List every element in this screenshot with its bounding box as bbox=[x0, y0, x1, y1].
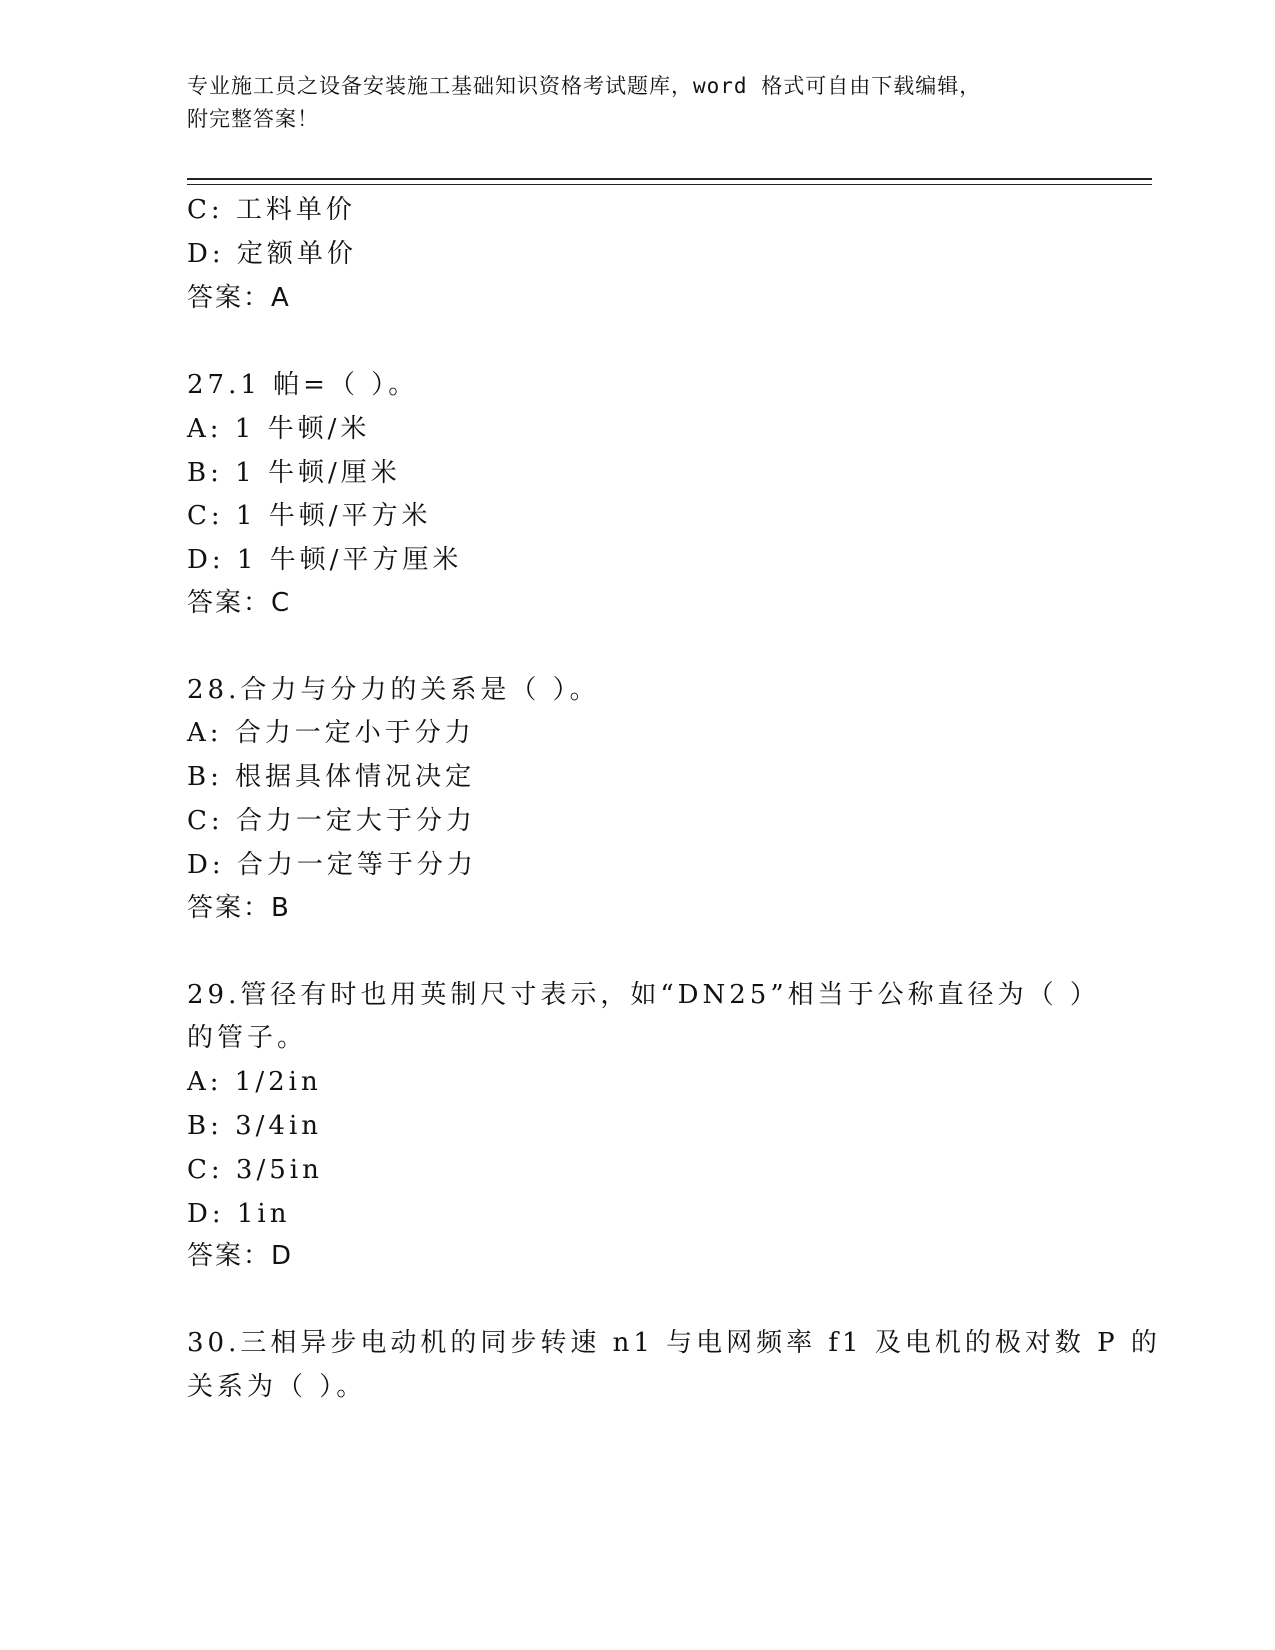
question-27: 27.1 帕=（ ）。 bbox=[187, 370, 419, 400]
answer: 答案：B bbox=[187, 893, 291, 923]
option-c: C: 工料单价 bbox=[187, 195, 356, 225]
option-d: D: 定额单价 bbox=[187, 239, 357, 269]
question-29-continued: 的管子。 bbox=[187, 1023, 308, 1053]
option-c: C: 3/5in bbox=[187, 1155, 323, 1185]
header-divider-thick bbox=[187, 178, 1152, 180]
question-28: 28.合力与分力的关系是（ ）。 bbox=[187, 675, 600, 705]
option-c: C: 1 牛顿/平方米 bbox=[187, 501, 432, 531]
answer: 答案：D bbox=[187, 1241, 294, 1271]
option-a: A: 1 牛顿/米 bbox=[187, 414, 371, 444]
option-c: C: 合力一定大于分力 bbox=[187, 806, 476, 836]
option-d: D: 1 牛顿/平方厘米 bbox=[187, 545, 463, 575]
option-d: D: 1in bbox=[187, 1199, 291, 1229]
header-line-2: 附完整答案！ bbox=[187, 107, 319, 131]
question-30-continued: 关系为（ ）。 bbox=[187, 1372, 367, 1402]
option-b: B: 根据具体情况决定 bbox=[187, 762, 476, 792]
option-d: D: 合力一定等于分力 bbox=[187, 850, 477, 880]
option-b: B: 1 牛顿/厘米 bbox=[187, 458, 401, 488]
header-divider-thin bbox=[187, 184, 1152, 185]
header-line-1: 专业施工员之设备安装施工基础知识资格考试题库，word 格式可自由下载编辑， bbox=[187, 74, 982, 98]
answer: 答案：C bbox=[187, 588, 292, 618]
option-a: A: 1/2in bbox=[187, 1067, 322, 1097]
answer: 答案：A bbox=[187, 283, 291, 313]
option-b: B: 3/4in bbox=[187, 1111, 323, 1141]
option-a: A: 合力一定小于分力 bbox=[187, 718, 475, 748]
question-29: 29.管径有时也用英制尺寸表示，如“DN25”相当于公称直径为（ ） bbox=[187, 980, 1100, 1010]
question-30: 30.三相异步电动机的同步转速 n1 与电网频率 f1 及电机的极对数 P 的 bbox=[187, 1328, 1161, 1358]
document-header bbox=[187, 70, 1067, 136]
